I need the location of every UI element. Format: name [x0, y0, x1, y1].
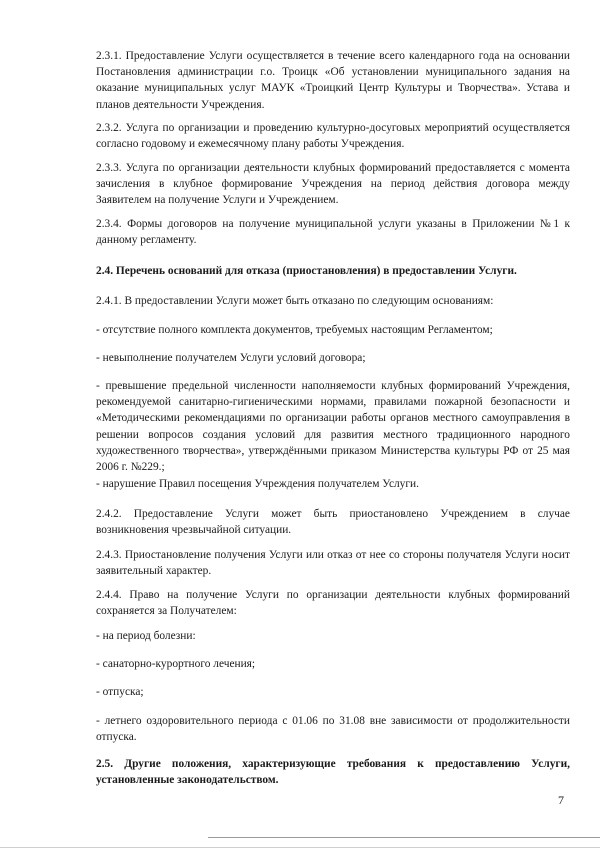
paragraph-2-4-3: 2.4.3. Приостановление получения Услуги или отказ от нее со стороны получателя Услуги носит заявительный характер.: [96, 549, 570, 578]
paragraph-2-4-2: 2.4.2. Предоставление Услуги может быть приостановлено Учреждением в случае возникновения чрезвычайной ситуации.: [96, 508, 570, 537]
paragraph-2-3-1: 2.3.1. Предоставление Услуги осуществляется в течение всего календарного года на основании Постановления администрации г.о. Троицк «Об установлении муниципального задания на оказание муниципальных услуг МАУК «Троицкий Центр Культуры и Творчества». Устава и планов деятельности Учреждения.: [96, 50, 570, 111]
scan-edge-line: [208, 837, 600, 838]
section-heading-2-5: 2.5. Другие положения, характеризующие требования к предоставлению Услуги, установленные законодательством.: [96, 758, 570, 787]
paragraph-2-3-2: 2.3.2. Услуга по организации и проведению культурно-досуговых мероприятий осуществляется согласно годовому и ежемесячному плану работы Учреждения.: [96, 122, 570, 151]
list-item-vacation: - отпуска;: [96, 686, 144, 698]
list-item-contract-breach: - невыполнение получателем Услуги условий договора;: [96, 352, 366, 364]
list-item-illness: - на период болезни:: [96, 630, 196, 642]
list-item-summer-period: - летнего оздоровительного периода с 01.06 по 31.08 вне зависимости от продолжительности отпуска.: [96, 715, 570, 744]
list-item-rules-violation: - нарушение Правил посещения Учреждения получателем Услуги.: [96, 478, 419, 490]
page-number: 7: [558, 793, 564, 807]
paragraph-2-3-3: 2.3.3. Услуга по организации деятельности клубных формирований предоставляется с момента зачисления в клубное формирование Учреждения на период действия договора между Заявителем на получение Услуги и Учреждением.: [96, 162, 570, 207]
paragraph-2-4-1: 2.4.1. В предоставлении Услуги может быть отказано по следующим основаниям:: [96, 295, 494, 307]
paragraph-2-3-4: 2.3.4. Формы договоров на получение муниципальной услуги указаны в Приложении №1 к данному регламенту.: [96, 218, 570, 247]
list-item-capacity-exceeded: - превышение предельной численности наполняемости клубных формирований Учреждения, рекомендуемой санитарно-гигиеническими нормами, правилами пожарной безопасности и «Методическими рекомендациями по организации работы органов местного самоуправления в решении вопросов создания условий для развития местного традиционного народного художественного творчества», утверждёнными приказом Министерства культуры РФ от 25 мая 2006 г. №229.;: [96, 380, 570, 474]
list-item-sanatorium: - санаторно-курортного лечения;: [96, 658, 256, 670]
paragraph-2-4-4: 2.4.4. Право на получение Услуги по организации деятельности клубных формирований сохраняется за Получателем:: [96, 589, 570, 618]
section-heading-2-4: 2.4. Перечень оснований для отказа (приостановления) в предоставлении Услуги.: [96, 265, 517, 277]
list-item-incomplete-documents: - отсутствие полного комплекта документов, требуемых настоящим Регламентом;: [96, 324, 493, 336]
